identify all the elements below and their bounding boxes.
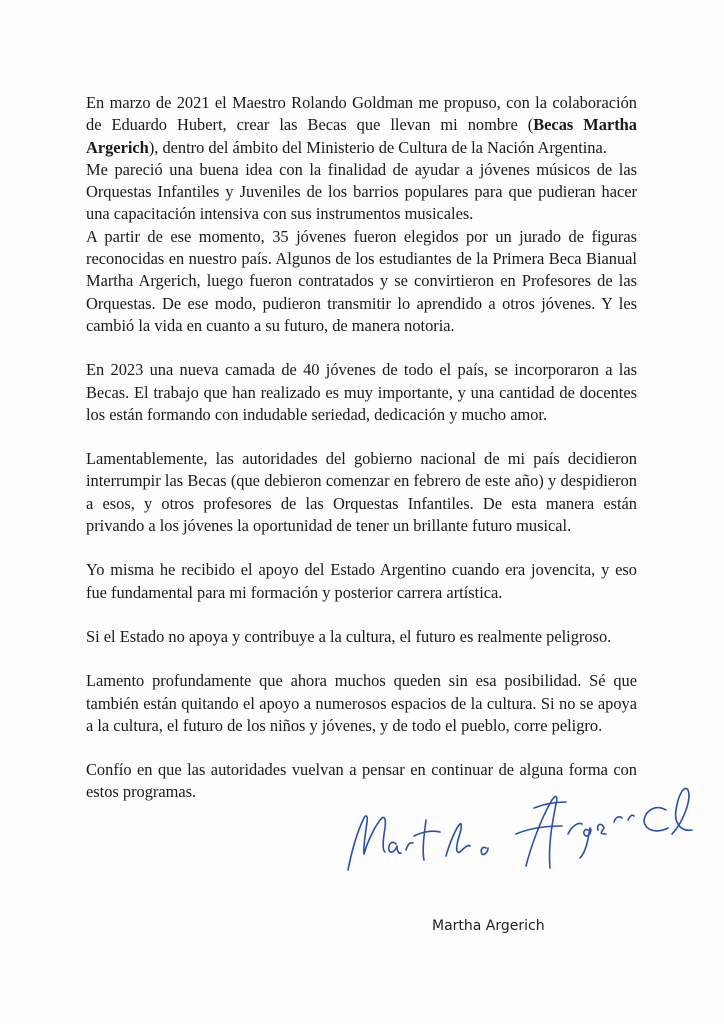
letter-body xyxy=(86,92,637,826)
paragraph-state-culture: Si el Estado no apoya y contribuye a la cultura, el futuro es realmente peligroso. xyxy=(86,626,612,646)
signer-name: Martha Argerich xyxy=(432,918,545,934)
paragraph-personal-support: Yo misma he recibido el apoyo del Estado Argentino cuando era jovencita, y eso fue fundamental para mi formación y posterior carrera artística. xyxy=(86,560,637,602)
paragraph-interruption: Lamentablemente, las autoridades del gobierno nacional de mi país decidieron interrumpir las Becas (que debieron comenzar en febrero de este año) y despidieron a esos, y otros profesores de las Orquestas Infantiles. De esta manera están privando a los jóvenes la oportunidad de tener un brillante futuro musical. xyxy=(86,449,637,536)
handwritten-signature xyxy=(330,770,700,890)
paragraph-becas-origin xyxy=(86,92,637,159)
paragraph-2023-cohort: En 2023 una nueva camada de 40 jóvenes de todo el país, se incorporaron a las Becas. El trabajo que han realizado es muy importante, y una cantidad de docentes los están formando con indudable seriedad, dedicación y mucho amor. xyxy=(86,360,637,424)
paragraph-regret: Lamento profundamente que ahora muchos queden sin esa posibilidad. Sé que también están quitando el apoyo a numerosos espacios de la cultura. Si no se apoya a la cultura, el futuro de los niños y jóvenes, y de todo el pueblo, corre peligro. xyxy=(86,671,637,735)
paragraph-text: ), dentro del ámbito del Ministerio de Cultura de la Nación Argentina. xyxy=(148,137,607,157)
paragraph-first-cohort: A partir de ese momento, 35 jóvenes fueron elegidos por un jurado de figuras reconocidas en nuestro país. Algunos de los estudiantes de la Primera Beca Bianual Martha Argerich, luego fueron contratados y se convirtieron en Profesores de las Orquestas. De ese modo, pudieron transmitir lo aprendido a otros jóvenes. Y les cambió la vida en cuanto a su futuro, de manera notoria. xyxy=(86,226,637,335)
becas-name-bold: Becas Martha Argerich xyxy=(86,115,637,157)
paragraph-purpose: Me pareció una buena idea con la finalidad de ayudar a jóvenes músicos de las Orquestas Infantiles y Juveniles de los barrios populares para que pudieran hacer una capacitación intensiva con sus instrumentos musicales. xyxy=(86,159,637,224)
paragraph-closing: Confío en que las autoridades vuelvan a pensar en continuar de alguna forma con estos programas. xyxy=(86,760,637,802)
paragraph-text: En marzo de 2021 el Maestro Rolando Goldman me propuso, con la colaboración de Eduardo Hubert, crear las Becas que llevan mi nombre ( xyxy=(86,93,637,135)
